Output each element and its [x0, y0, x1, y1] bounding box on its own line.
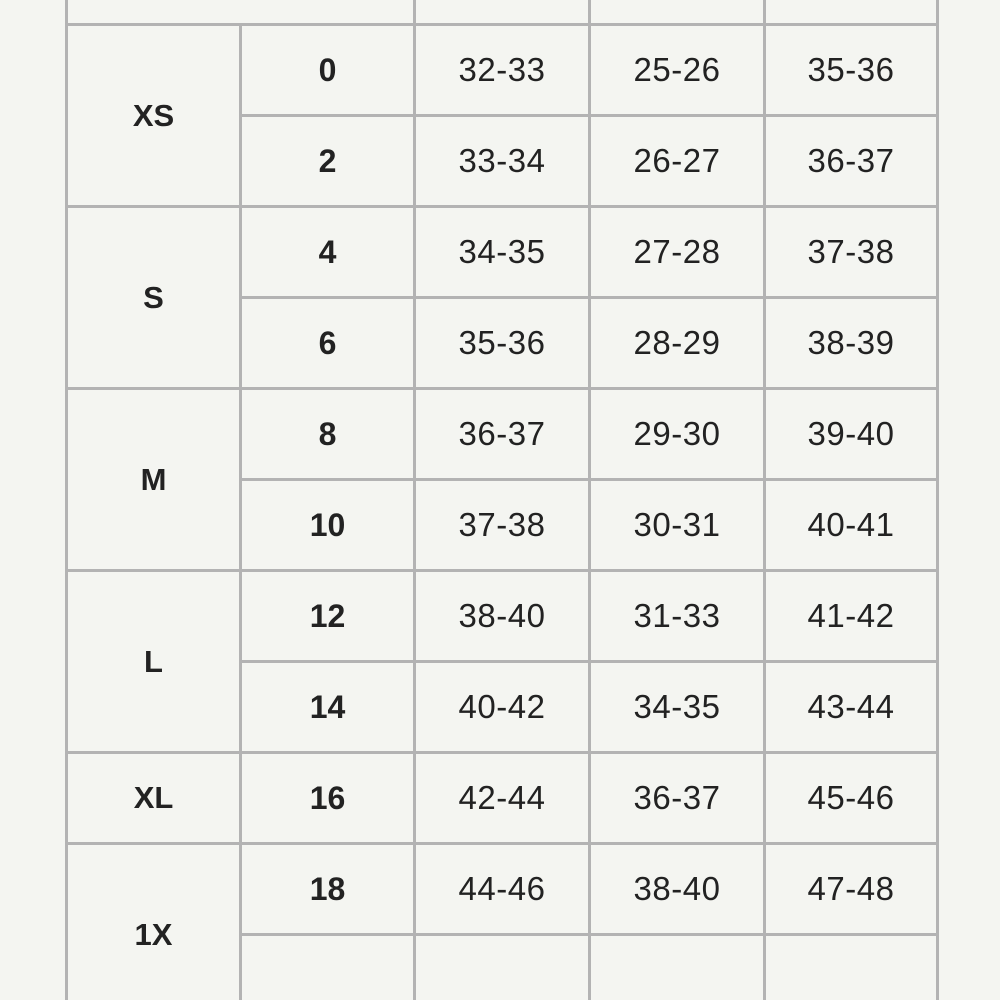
hips-cell: 47-48	[765, 844, 938, 935]
letter-size-cell: L	[67, 571, 241, 753]
hips-cell: 41-42	[765, 571, 938, 662]
waist-cell: 31-33	[590, 571, 765, 662]
hips-cell: 45-46	[765, 753, 938, 844]
waist-cell: 26-27	[590, 116, 765, 207]
hips-cell: 35-36	[765, 25, 938, 116]
waist-cell	[590, 935, 765, 1000]
bust-cell: 32-33	[415, 25, 590, 116]
waist-cell: 36-37	[590, 753, 765, 844]
letter-size-cell: M	[67, 389, 241, 571]
numeric-size-cell: 4	[241, 207, 415, 298]
hips-cell: 39-40	[765, 389, 938, 480]
waist-cell: 28-29	[590, 298, 765, 389]
waist-cell: 27-28	[590, 207, 765, 298]
hips-cell	[765, 935, 938, 1000]
numeric-size-cell	[241, 935, 415, 1000]
numeric-size-cell: 10	[241, 480, 415, 571]
bust-cell: 33-34	[415, 116, 590, 207]
bust-cell: 37-38	[415, 480, 590, 571]
waist-cell: 29-30	[590, 389, 765, 480]
numeric-size-cell: 14	[241, 662, 415, 753]
header-cell-hips	[765, 0, 938, 25]
numeric-size-cell: 12	[241, 571, 415, 662]
hips-cell: 43-44	[765, 662, 938, 753]
table-row	[67, 571, 938, 662]
hips-cell: 40-41	[765, 480, 938, 571]
letter-size-cell: S	[67, 207, 241, 389]
waist-cell: 25-26	[590, 25, 765, 116]
header-cell-bust	[415, 0, 590, 25]
waist-cell: 34-35	[590, 662, 765, 753]
header-cell-waist	[590, 0, 765, 25]
numeric-size-cell: 0	[241, 25, 415, 116]
bust-cell: 35-36	[415, 298, 590, 389]
numeric-size-cell: 2	[241, 116, 415, 207]
waist-cell: 38-40	[590, 844, 765, 935]
bust-cell: 42-44	[415, 753, 590, 844]
bust-cell: 38-40	[415, 571, 590, 662]
bust-cell: 40-42	[415, 662, 590, 753]
numeric-size-cell: 8	[241, 389, 415, 480]
bust-cell	[415, 935, 590, 1000]
letter-size-cell: 1X	[67, 844, 241, 1000]
table-row	[67, 25, 938, 116]
numeric-size-cell: 6	[241, 298, 415, 389]
hips-cell: 38-39	[765, 298, 938, 389]
bust-cell: 36-37	[415, 389, 590, 480]
size-chart-table	[65, 0, 939, 1000]
waist-cell: 30-31	[590, 480, 765, 571]
table-row	[67, 389, 938, 480]
header-row-partial	[67, 0, 938, 25]
hips-cell: 36-37	[765, 116, 938, 207]
letter-size-cell: XS	[67, 25, 241, 207]
numeric-size-cell: 16	[241, 753, 415, 844]
bust-cell: 44-46	[415, 844, 590, 935]
table-row	[67, 844, 938, 935]
header-cell-size	[67, 0, 415, 25]
table-row	[67, 753, 938, 844]
hips-cell: 37-38	[765, 207, 938, 298]
numeric-size-cell: 18	[241, 844, 415, 935]
table-row	[67, 207, 938, 298]
letter-size-cell: XL	[67, 753, 241, 844]
bust-cell: 34-35	[415, 207, 590, 298]
